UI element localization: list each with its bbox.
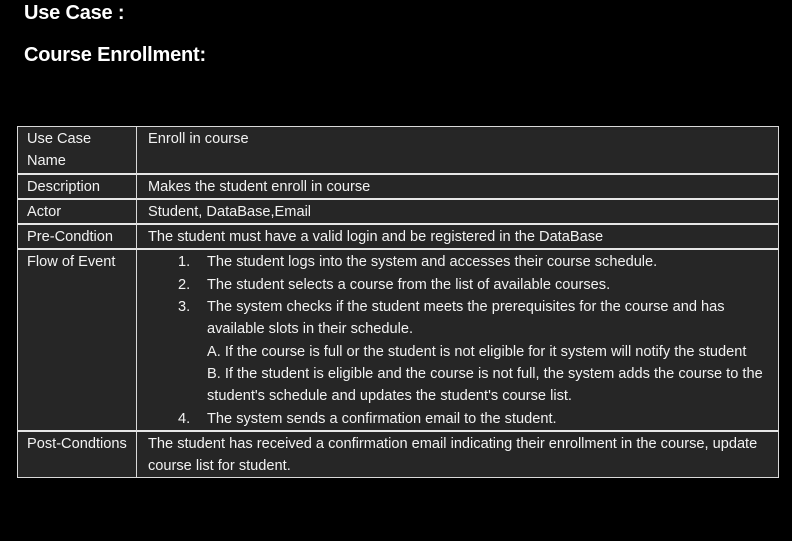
flow-step xyxy=(148,274,769,296)
step-number: 4. xyxy=(178,410,191,427)
page-title: Use Case : xyxy=(24,2,125,24)
table-row xyxy=(18,250,778,431)
flow-step xyxy=(148,296,769,407)
flow-sub-step-b: B. If the student is eligible and the course is not full, the system adds the course to the student's schedule and updates the student's course list. xyxy=(207,365,763,405)
row-key-actor: Actor xyxy=(18,200,137,225)
row-value-post-conditions: The student has received a confirmation email indicating their enrollment in the course, update course list for student. xyxy=(148,435,758,475)
table-row xyxy=(18,432,778,478)
step-text: The student logs into the system and accesses their course schedule. xyxy=(207,254,658,271)
use-case-title: Course Enrollment: xyxy=(24,44,206,66)
flow-step xyxy=(148,251,769,273)
row-value-use-case-name: Enroll in course xyxy=(137,127,778,175)
row-key-use-case-name: Use Case Name xyxy=(18,127,137,175)
step-text: The student selects a course from the list of available courses. xyxy=(207,276,611,293)
row-value-description: Makes the student enroll in course xyxy=(137,175,778,200)
row-value-pre-condition: The student must have a valid login and be registered in the DataBase xyxy=(137,225,778,250)
table-row xyxy=(18,127,778,175)
flow-steps-list xyxy=(148,251,769,429)
row-key-description: Description xyxy=(18,175,137,200)
row-key-post-conditions: Post-Condtions xyxy=(18,432,137,478)
table-row xyxy=(18,225,778,250)
step-number: 1. xyxy=(178,254,191,271)
flow-step xyxy=(148,408,769,430)
step-number: 2. xyxy=(178,276,191,293)
table-row xyxy=(18,175,778,200)
step-text: The system sends a confirmation email to the student. xyxy=(207,410,557,427)
row-key-pre-condition: Pre-Condtion xyxy=(18,225,137,250)
step-text: The system checks if the student meets the prerequisites for the course and has available slots in their schedule. xyxy=(207,299,725,338)
row-value-actor: Student, DataBase,Email xyxy=(137,200,778,225)
row-value-flow-of-event xyxy=(137,250,778,431)
use-case-table xyxy=(17,126,779,478)
row-key-flow-of-event: Flow of Event xyxy=(18,250,137,431)
step-number: 3. xyxy=(178,299,191,316)
flow-sub-step-a: A. If the course is full or the student is not eligible for it system will notify the student xyxy=(207,343,747,360)
table-row xyxy=(18,200,778,225)
